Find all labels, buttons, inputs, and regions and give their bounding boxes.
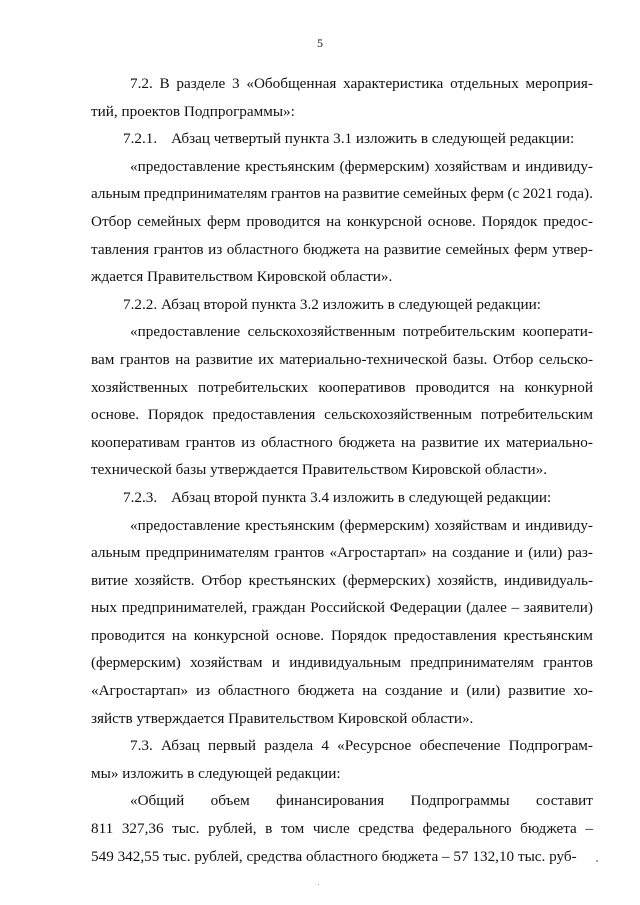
word: развитие (421, 433, 479, 451)
paragraph-p-7-2-1 (91, 125, 593, 153)
word: из (208, 240, 223, 258)
word: 2021 (522, 185, 554, 203)
paragraph-q-7-2-1 (91, 153, 593, 291)
word: основе. (427, 212, 476, 230)
text-line (91, 649, 593, 677)
text-line (91, 594, 593, 622)
word: грантов (543, 654, 593, 672)
word: раздела (264, 737, 314, 755)
paragraph-q-7-3 (91, 787, 593, 870)
word: тавления (91, 240, 150, 258)
word: крестьянским (245, 516, 335, 534)
word: хозяйствам (434, 516, 507, 534)
text-line (91, 291, 593, 319)
word: предпринимателям (410, 654, 534, 672)
text-line (91, 787, 593, 815)
text-line (91, 539, 593, 567)
word: – (585, 820, 593, 838)
word: грантов (274, 544, 325, 562)
word: индивидуаль- (504, 571, 593, 589)
word: грантов (185, 433, 236, 451)
word: отдельных (450, 75, 519, 92)
word: конкурсной (346, 212, 423, 230)
text-line (91, 732, 593, 760)
text-line (91, 843, 593, 871)
spacer (157, 484, 171, 512)
word: основе. (91, 406, 140, 424)
word: мероприя- (525, 75, 593, 92)
paragraph-q-7-2-2 (91, 318, 593, 484)
word: грантов (119, 350, 170, 368)
text-line (91, 512, 593, 540)
word: (фермерским) (91, 654, 181, 672)
text-line (91, 815, 593, 843)
text-line (91, 208, 593, 236)
word: и (514, 544, 524, 562)
word: и (271, 654, 280, 672)
scan-speck (318, 884, 319, 885)
text-segment: ждается Правительством Кировской области». (91, 268, 393, 286)
word: потребительских (198, 378, 309, 396)
word: базы. (452, 350, 488, 368)
word: семейных (445, 240, 510, 258)
word: Отбор (201, 571, 242, 589)
word: В (159, 75, 170, 92)
text-line (91, 98, 593, 126)
text-segment: тий, проектов Подпрограммы»: (91, 102, 295, 120)
word: на (326, 212, 341, 230)
word: 811 (91, 820, 114, 838)
word: хозяйств, (437, 571, 498, 589)
word: на (499, 378, 515, 396)
word: (или) (466, 682, 501, 700)
text-segment: 549 342,55 тыс. рублей, средства областного бюджета – 57 132,10 тыс. руб- (91, 847, 577, 865)
word: грантов (153, 240, 204, 258)
word: на (324, 185, 339, 203)
word: проводится (246, 212, 321, 230)
word: федерального (422, 820, 512, 838)
word: развитие (195, 350, 253, 368)
word: Порядок (147, 406, 204, 424)
word: витие (91, 571, 128, 589)
word: Порядок (481, 212, 538, 230)
word: крестьянским (245, 157, 335, 175)
word: Российской (310, 599, 386, 617)
word: Подпрограммы (410, 792, 510, 810)
word: бюджета (297, 682, 355, 700)
word: бюджета (338, 433, 396, 451)
word: из (196, 682, 211, 700)
scan-speck (596, 860, 598, 862)
word: Федерации (389, 599, 462, 617)
word: (фермерским) (339, 157, 430, 175)
word: первый (208, 737, 257, 755)
word: грантов (270, 185, 321, 203)
text-segment: Абзац второй пункта 3.4 изложить в следующей редакции: (171, 488, 552, 506)
word: «предоставление (130, 516, 241, 534)
word: сельско- (538, 350, 593, 368)
word: сельскохозяйственным (324, 406, 472, 424)
word: проводится (91, 626, 165, 644)
text-line (91, 70, 593, 98)
word: утвер- (552, 240, 593, 258)
word: крестьянских (248, 571, 336, 589)
word: кооперати- (522, 323, 593, 341)
text-line (91, 236, 593, 264)
word: индивиду- (525, 516, 593, 534)
text-segment: 7.2.2. Абзац второй пункта 3.2 изложить в следующей редакции: (123, 295, 542, 313)
text-line (91, 484, 593, 512)
word: основе. (275, 626, 325, 644)
word: семейных (402, 185, 468, 203)
word: «Агростартап» (91, 682, 189, 700)
word: «Обобщенная (246, 75, 337, 92)
word: альным (91, 544, 141, 562)
word: предпринимателям (145, 544, 270, 562)
text-segment: мы» изложить в следующей редакции: (91, 764, 341, 782)
word: их (258, 350, 274, 368)
text-line (91, 760, 593, 788)
word: на (362, 682, 378, 700)
word: индивиду- (525, 157, 593, 175)
word: проводится (415, 378, 490, 396)
word: и (512, 157, 521, 175)
word: в (265, 820, 273, 838)
word: развитие (383, 240, 441, 258)
word: (далее (466, 599, 507, 617)
text-line (91, 429, 593, 457)
word: вам (91, 350, 115, 368)
word: «Общий (130, 792, 185, 810)
spacer (157, 125, 171, 153)
page-number: 5 (317, 36, 323, 50)
word: обеспечение (419, 737, 501, 755)
word: на (364, 240, 380, 258)
word: (с (507, 185, 520, 203)
text-line (91, 677, 593, 705)
text-line (91, 705, 593, 733)
word: раз- (567, 544, 593, 562)
word: предпринимателям (143, 185, 268, 203)
text-line (91, 622, 593, 650)
word: Отбор (492, 350, 534, 368)
word: хо- (573, 682, 593, 700)
text-line (91, 180, 593, 208)
word: финансирования (276, 792, 385, 810)
word: объем (210, 792, 250, 810)
word: 327,36 (121, 820, 164, 838)
paragraph-p-7-2 (91, 70, 593, 125)
word: кооперативов (318, 378, 406, 396)
text-line (91, 567, 593, 595)
word: том (280, 820, 305, 838)
word: «Ресурсное (337, 737, 412, 755)
word: разделе (176, 75, 226, 92)
word: Абзац (161, 737, 200, 755)
word: материально-технической (279, 350, 448, 368)
word: хозяйствам (190, 654, 263, 672)
word: 7.3. (130, 737, 153, 755)
text-line (91, 263, 593, 291)
word: бюджета (303, 240, 360, 258)
paragraph-p-7-2-3 (91, 484, 593, 512)
word: предпринимателей, (121, 599, 248, 617)
word: рублей, (208, 820, 257, 838)
paragraph-p-7-3 (91, 732, 593, 787)
text-line (91, 374, 593, 402)
word: составит (535, 792, 593, 810)
word: ных (91, 599, 117, 617)
text-segment: технической базы утверждается Правительством Кировской области». (91, 461, 548, 479)
word: крестьянским (503, 626, 593, 644)
word: потребительским (402, 323, 516, 341)
word: хозяйств. (134, 571, 195, 589)
word: «предоставление (130, 157, 241, 175)
word: и (450, 682, 459, 700)
text-line (91, 401, 593, 429)
word: конкурной (524, 378, 593, 396)
word: «Агростартап» (329, 544, 427, 562)
text-segment: 7.2.1. (123, 130, 158, 148)
word: Отбор (91, 212, 132, 230)
word: года). (556, 185, 593, 203)
word: (фермерским) (339, 516, 430, 534)
word: создание (452, 544, 510, 562)
word: характеристика (343, 75, 444, 92)
word: на (400, 433, 416, 451)
word: заявители) (523, 599, 593, 617)
word: тыс. (172, 820, 200, 838)
word: потребительским (480, 406, 593, 424)
text-line (91, 153, 593, 181)
text-segment: Абзац четвертый пункта 3.1 изложить в следующей редакции: (171, 130, 575, 148)
word: числе (312, 820, 350, 838)
word: 4 (321, 737, 329, 755)
word: бюджета (520, 820, 577, 838)
word: «предоставление (130, 323, 241, 341)
word: предос- (543, 212, 593, 230)
word: материально- (505, 433, 593, 451)
word: ферм (514, 240, 548, 258)
word: на (431, 544, 447, 562)
word: и (512, 516, 521, 534)
word: кооперативам (91, 433, 180, 451)
text-segment: зяйств утверждается Правительством Кировской области». (91, 709, 474, 727)
word: Подпрограм- (508, 737, 593, 755)
word: конкурсной (193, 626, 270, 644)
word: хозяйствам (434, 157, 507, 175)
paragraph-q-7-2-3 (91, 512, 593, 733)
word: предоставления (212, 406, 316, 424)
document-body (91, 70, 593, 870)
word: областного (218, 682, 290, 700)
word: 3 (232, 75, 240, 92)
word: развитие (342, 185, 400, 203)
word: развитие (508, 682, 566, 700)
word: индивидуальным (289, 654, 402, 672)
word: ферм (207, 212, 241, 230)
paragraph-p-7-2-2 (91, 291, 593, 319)
text-segment: 7.2.3. (123, 488, 158, 506)
word: их (484, 433, 501, 451)
word: областного (260, 433, 333, 451)
word: семейных (137, 212, 202, 230)
word: сельскохозяйственным (247, 323, 396, 341)
word: областного (226, 240, 299, 258)
word: Порядок (330, 626, 387, 644)
word: (или) (528, 544, 563, 562)
word: на (171, 626, 187, 644)
text-line (91, 346, 593, 374)
text-line (91, 125, 593, 153)
text-line (91, 318, 593, 346)
word: ферм (470, 185, 505, 203)
word: из (241, 433, 256, 451)
text-line (91, 456, 593, 484)
word: 7.2. (130, 75, 153, 92)
word: создание (384, 682, 443, 700)
word: предоставления (393, 626, 497, 644)
word: альным (91, 185, 141, 203)
word: средства (358, 820, 414, 838)
word: – (511, 599, 520, 617)
word: на (175, 350, 191, 368)
word: (фермерских) (342, 571, 431, 589)
word: хозяйственных (91, 378, 188, 396)
word: граждан (251, 599, 306, 617)
